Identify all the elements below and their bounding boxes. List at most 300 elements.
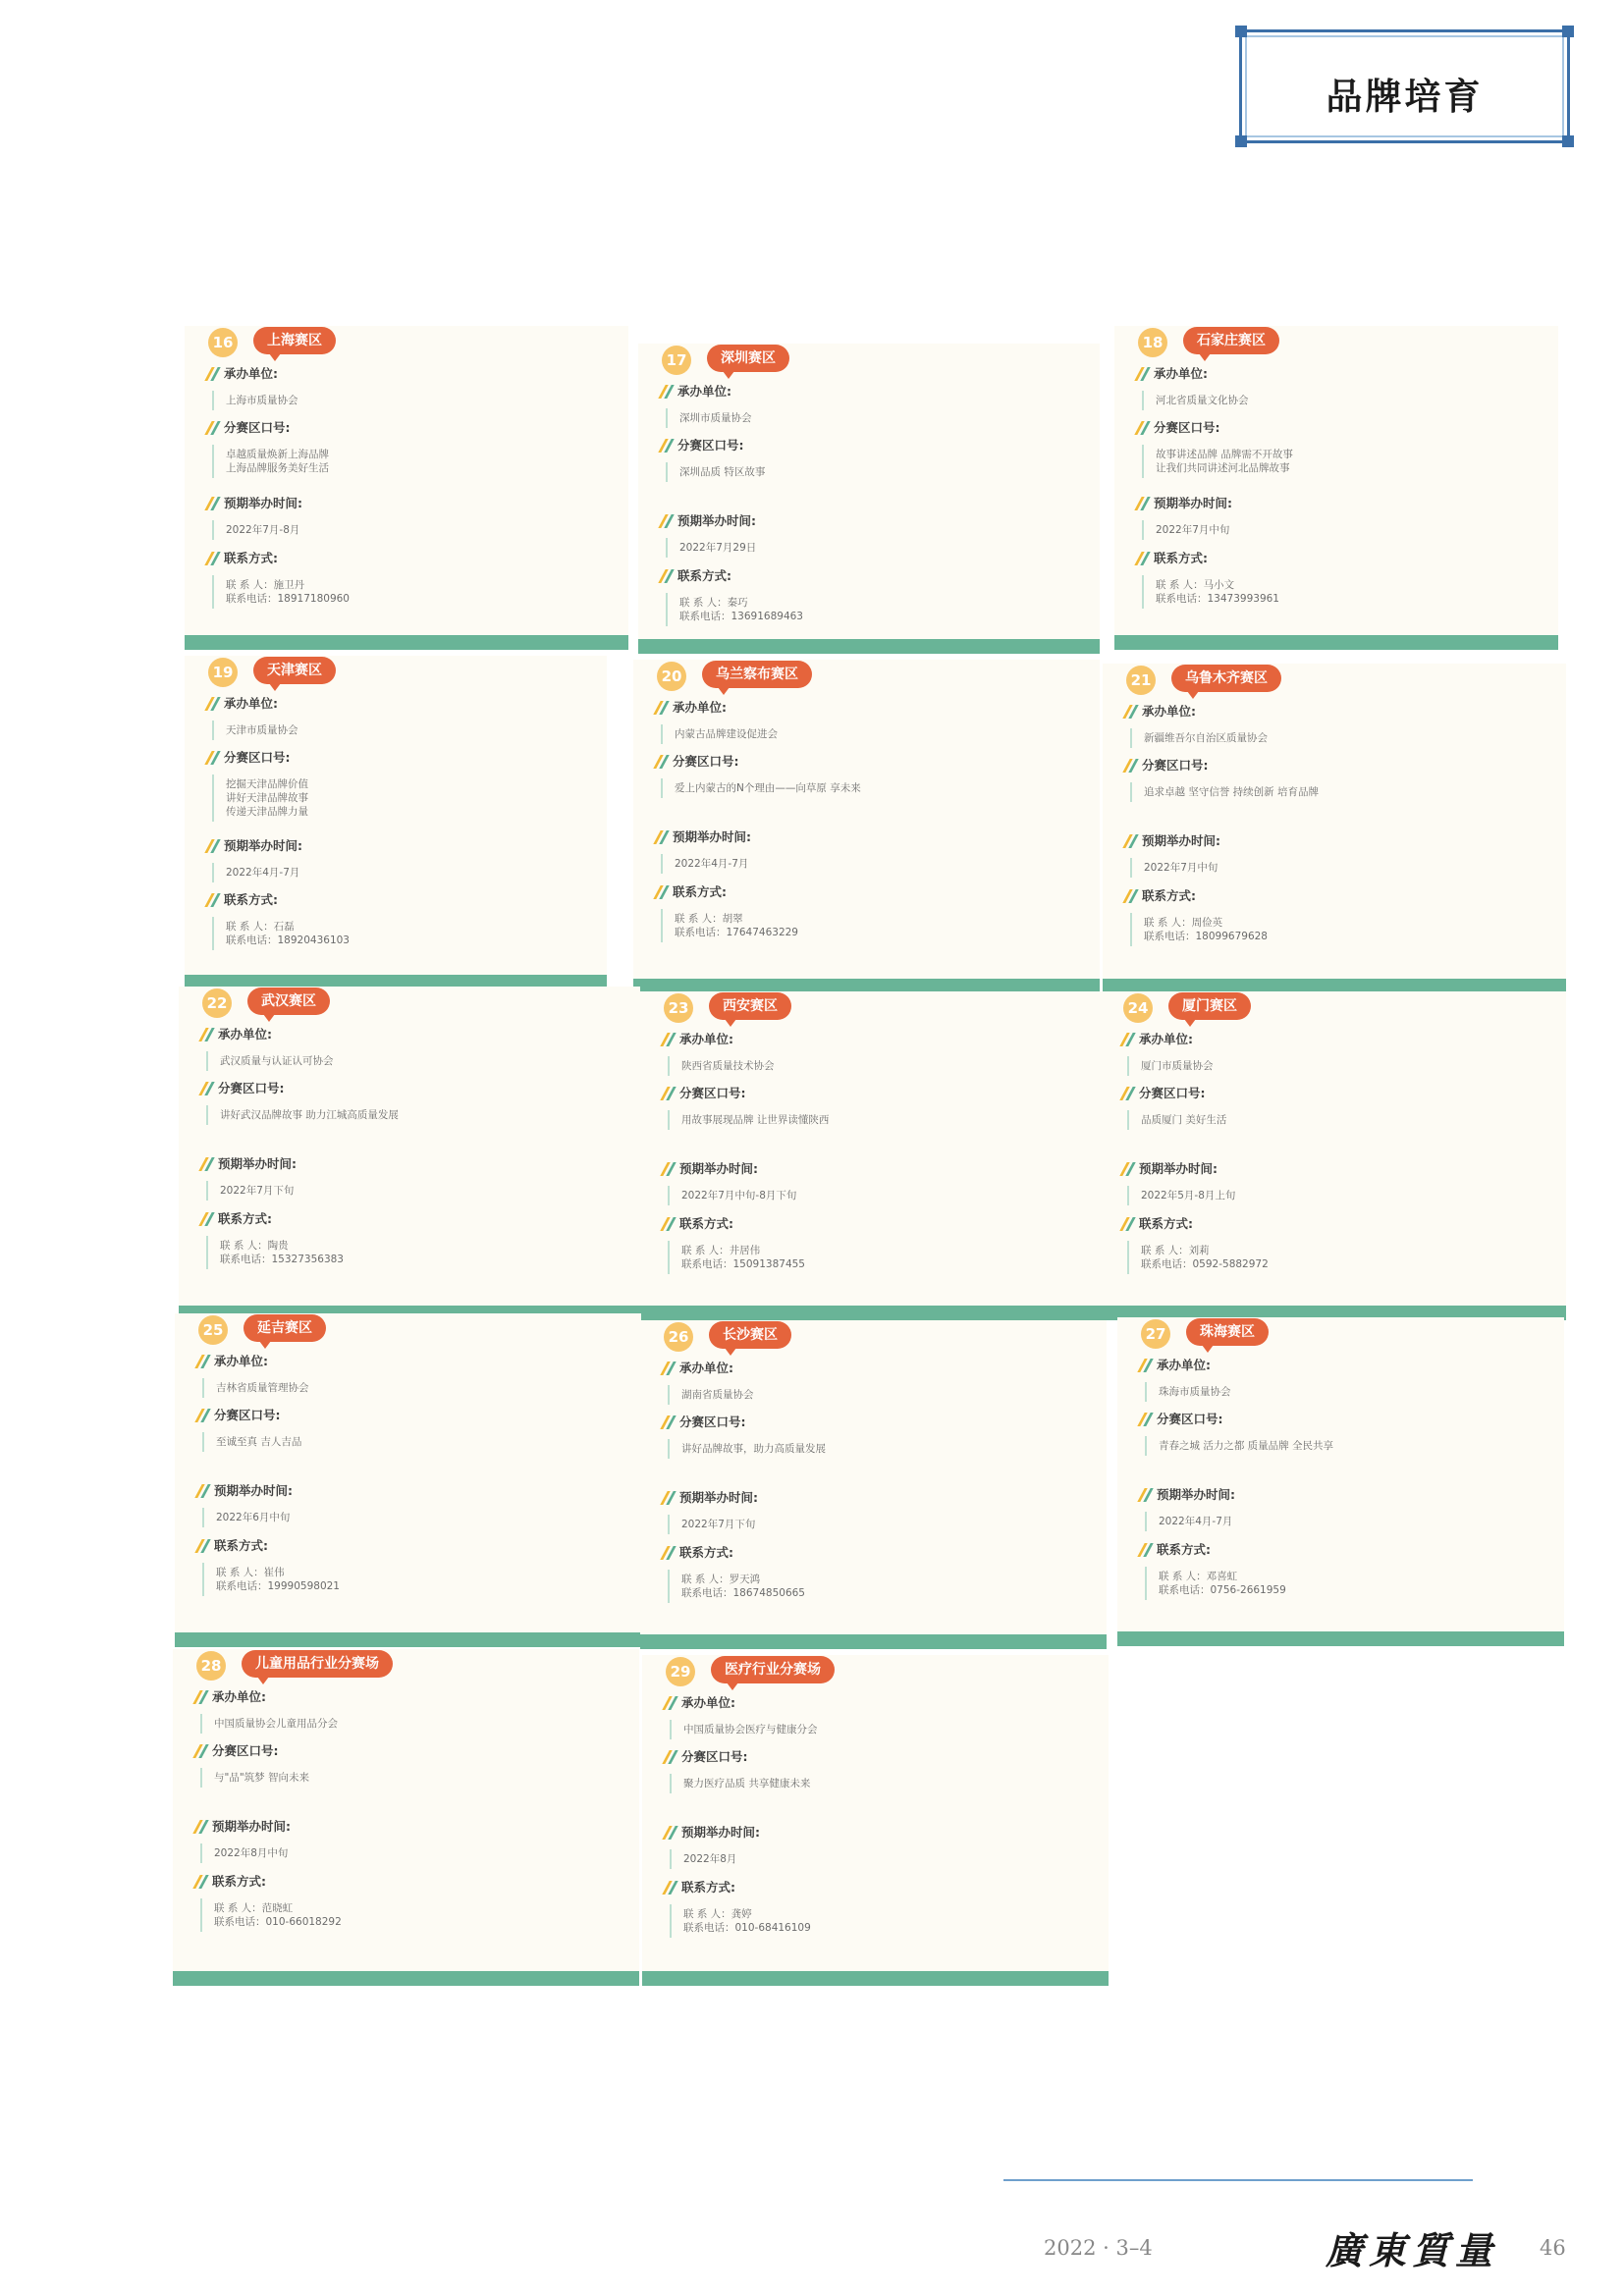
section-value: 2022年7月下旬	[206, 1181, 621, 1201]
section-value: 河北省质量文化协会	[1142, 391, 1539, 410]
info-section-time	[1119, 1160, 1546, 1205]
info-section-time	[1122, 832, 1546, 878]
card-number-badge: 18	[1138, 328, 1167, 357]
info-section-org	[204, 365, 609, 410]
section-label	[662, 1694, 1089, 1712]
info-section-time	[192, 1818, 620, 1863]
section-value: 联 系 人：施卫丹 联系电话：18917180960	[212, 575, 609, 609]
section-label-text: 预期举办时间:	[677, 513, 756, 528]
section-label	[658, 567, 1080, 585]
info-section-contact	[204, 550, 609, 609]
info-section-slogan	[1137, 1411, 1544, 1456]
section-label-text: 预期举办时间:	[212, 1819, 291, 1834]
section-label-text: 预期举办时间:	[1154, 496, 1232, 510]
section-value: 2022年4月-7月	[1145, 1512, 1544, 1531]
section-value: 联 系 人：范晓虹 联系电话：010-66018292	[200, 1898, 620, 1932]
slash-icon	[204, 421, 220, 435]
section-label-text: 联系方式:	[212, 1874, 266, 1889]
card-number-badge: 28	[196, 1651, 226, 1681]
slash-icon	[653, 830, 669, 844]
section-value: 2022年7月-8月	[212, 520, 609, 540]
info-section-slogan	[658, 437, 1080, 482]
section-label-text: 预期举办时间:	[673, 829, 751, 844]
section-label	[1137, 1486, 1544, 1504]
section-value: 中国质量协会儿童用品分会	[200, 1714, 620, 1734]
section-value: 品质厦门 美好生活	[1127, 1110, 1546, 1130]
section-label	[1134, 550, 1539, 567]
info-section-slogan	[1134, 419, 1539, 478]
division-card	[633, 660, 1100, 993]
card-bottom-bar	[175, 1632, 641, 1647]
slash-icon	[660, 1362, 676, 1375]
slash-icon	[204, 893, 220, 907]
section-label-text: 分赛区口号:	[224, 750, 291, 765]
section-label	[653, 753, 1080, 771]
section-label-text: 预期举办时间:	[681, 1825, 760, 1840]
info-section-org	[660, 1031, 1082, 1076]
info-section-slogan	[660, 1085, 1082, 1130]
section-label-text: 分赛区口号:	[673, 754, 739, 769]
slash-icon	[653, 701, 669, 715]
section-label-text: 联系方式:	[1154, 551, 1208, 565]
slash-icon	[660, 1033, 676, 1046]
section-label	[658, 383, 1080, 400]
info-section-org	[1137, 1357, 1544, 1402]
card-number-badge: 22	[202, 988, 232, 1018]
info-section-time	[660, 1489, 1087, 1534]
info-section-time	[660, 1160, 1082, 1205]
division-name-tag: 深圳赛区	[707, 345, 789, 372]
section-label	[194, 1407, 622, 1424]
card-number-badge: 23	[664, 993, 693, 1023]
section-value: 用故事展现品牌 让世界读懂陕西	[668, 1110, 1082, 1130]
section-value: 天津市质量协会	[212, 721, 587, 740]
card-number-badge: 24	[1123, 993, 1153, 1023]
info-section-contact	[204, 891, 587, 950]
division-name-tag: 珠海赛区	[1186, 1318, 1269, 1346]
info-section-contact	[660, 1544, 1087, 1603]
section-label	[662, 1824, 1089, 1842]
card-bottom-bar	[640, 1306, 1102, 1320]
info-section-contact	[653, 883, 1080, 942]
section-label	[1122, 757, 1546, 774]
slash-icon	[204, 552, 220, 565]
section-label-text: 承办单位:	[1154, 366, 1208, 381]
section-label-text: 联系方式:	[218, 1211, 272, 1226]
section-label	[1137, 1411, 1544, 1428]
division-card	[640, 991, 1102, 1320]
section-value: 至诚至真 吉人吉品	[202, 1432, 622, 1452]
section-label	[660, 1215, 1082, 1233]
slash-icon	[658, 439, 674, 453]
section-label-text: 预期举办时间:	[214, 1483, 293, 1498]
slash-icon	[192, 1744, 208, 1758]
info-section-contact	[662, 1879, 1089, 1938]
section-value: 讲好品牌故事，助力高质量发展	[668, 1439, 1087, 1459]
section-label	[1137, 1357, 1544, 1374]
section-label	[660, 1489, 1087, 1507]
section-value: 2022年8月	[670, 1849, 1089, 1869]
section-label-text: 联系方式:	[1139, 1216, 1193, 1231]
section-label	[660, 1544, 1087, 1562]
info-section-contact	[192, 1873, 620, 1932]
section-value: 联 系 人：龚婷 联系电话：010-68416109	[670, 1904, 1089, 1938]
section-label	[660, 1414, 1087, 1431]
info-section-slogan	[204, 749, 587, 822]
info-section-org	[653, 699, 1080, 744]
section-value: 联 系 人：崔伟 联系电话：19990598021	[202, 1563, 622, 1596]
division-card	[175, 1313, 641, 1647]
card-number-badge: 29	[666, 1657, 695, 1686]
slash-icon	[1134, 367, 1150, 381]
section-value: 内蒙古品牌建设促进会	[661, 724, 1080, 744]
card-bottom-bar	[173, 1971, 639, 1986]
section-label-text: 分赛区口号:	[679, 1086, 746, 1100]
section-label-text: 联系方式:	[224, 892, 278, 907]
slash-icon	[662, 1881, 677, 1895]
info-section-time	[658, 512, 1080, 558]
section-label	[662, 1748, 1089, 1766]
section-label	[198, 1080, 621, 1097]
section-value: 武汉质量与认证认可协会	[206, 1051, 621, 1071]
division-name-tag: 儿童用品行业分赛场	[242, 1650, 393, 1678]
badge-corner	[1562, 135, 1574, 147]
slash-icon	[204, 497, 220, 510]
section-label-text: 联系方式:	[214, 1538, 268, 1553]
section-value: 联 系 人：刘莉 联系电话：0592-5882972	[1127, 1241, 1546, 1274]
section-value: 上海市质量协会	[212, 391, 609, 410]
info-section-slogan	[1122, 757, 1546, 802]
section-label-text: 承办单位:	[214, 1354, 268, 1368]
section-label-text: 预期举办时间:	[679, 1490, 758, 1505]
section-label-text: 分赛区口号:	[1139, 1086, 1206, 1100]
section-label-text: 联系方式:	[224, 551, 278, 565]
slash-icon	[1119, 1162, 1135, 1176]
slash-icon	[660, 1546, 676, 1560]
section-value: 中国质量协会医疗与健康分会	[670, 1720, 1089, 1739]
division-name-tag: 上海赛区	[253, 327, 336, 354]
card-number-badge: 19	[208, 658, 238, 687]
section-label	[1137, 1541, 1544, 1559]
section-value: 湖南省质量协会	[668, 1385, 1087, 1405]
section-label	[653, 883, 1080, 901]
section-label-text: 承办单位:	[673, 700, 727, 715]
slash-icon	[1134, 421, 1150, 435]
division-card	[640, 1320, 1107, 1649]
division-card	[179, 987, 640, 1320]
section-value: 2022年7月中旬-8月下旬	[668, 1186, 1082, 1205]
section-label-text: 联系方式:	[1157, 1542, 1211, 1557]
slash-icon	[198, 1082, 214, 1095]
section-label	[662, 1879, 1089, 1896]
section-label	[192, 1873, 620, 1891]
info-section-contact	[198, 1210, 621, 1269]
slash-icon	[194, 1409, 210, 1422]
section-label-text: 分赛区口号:	[218, 1081, 285, 1095]
slash-icon	[662, 1826, 677, 1840]
info-section-time	[653, 828, 1080, 874]
section-label-text: 预期举办时间:	[1157, 1487, 1235, 1502]
section-label	[660, 1160, 1082, 1178]
section-label-text: 联系方式:	[1142, 888, 1196, 903]
section-label	[1122, 703, 1546, 721]
section-label	[204, 837, 587, 855]
slash-icon	[1137, 1543, 1153, 1557]
section-label	[660, 1360, 1087, 1377]
section-value: 珠海市质量协会	[1145, 1382, 1544, 1402]
slash-icon	[194, 1539, 210, 1553]
section-label	[192, 1688, 620, 1706]
info-section-contact	[1119, 1215, 1546, 1274]
section-label	[1122, 887, 1546, 905]
info-section-time	[204, 495, 609, 540]
division-card	[642, 1655, 1109, 1986]
section-value: 联 系 人：石磊 联系电话：18920436103	[212, 917, 587, 950]
section-label-text: 分赛区口号:	[214, 1408, 281, 1422]
card-bottom-bar	[638, 639, 1100, 654]
division-card	[1117, 1317, 1564, 1646]
slash-icon	[204, 367, 220, 381]
section-label-text: 预期举办时间:	[1142, 833, 1220, 848]
slash-icon	[658, 569, 674, 583]
section-label-text: 分赛区口号:	[1157, 1412, 1223, 1426]
info-section-slogan	[192, 1742, 620, 1788]
section-value: 厦门市质量协会	[1127, 1056, 1546, 1076]
section-value: 陕西省质量技术协会	[668, 1056, 1082, 1076]
section-label	[658, 512, 1080, 530]
slash-icon	[1134, 552, 1150, 565]
info-section-slogan	[194, 1407, 622, 1452]
section-value: 2022年6月中旬	[202, 1508, 622, 1527]
badge-corner	[1562, 26, 1574, 37]
section-label	[1119, 1160, 1546, 1178]
slash-icon	[204, 697, 220, 711]
section-value: 深圳品质 特区故事	[666, 462, 1080, 482]
info-section-slogan	[1119, 1085, 1546, 1130]
section-value: 2022年5月-8月上旬	[1127, 1186, 1546, 1205]
info-section-time	[204, 837, 587, 882]
section-label	[194, 1353, 622, 1370]
slash-icon	[1122, 759, 1138, 773]
section-label	[192, 1742, 620, 1760]
section-value: 联 系 人：马小文 联系电话：13473993961	[1142, 575, 1539, 609]
section-label-text: 分赛区口号:	[1154, 420, 1220, 435]
slash-icon	[653, 755, 669, 769]
section-label	[1134, 365, 1539, 383]
section-value: 2022年8月中旬	[200, 1843, 620, 1863]
section-label-text: 承办单位:	[1139, 1032, 1193, 1046]
section-value: 2022年4月-7月	[212, 863, 587, 882]
section-label-text: 预期举办时间:	[224, 496, 302, 510]
slash-icon	[658, 385, 674, 399]
info-section-org	[658, 383, 1080, 428]
section-label	[204, 891, 587, 909]
issue-number: 2022 · 3–4	[1044, 2236, 1153, 2260]
section-value: 青春之城 活力之都 质量品牌 全民共享	[1145, 1436, 1544, 1456]
slash-icon	[1137, 1413, 1153, 1426]
section-label	[198, 1210, 621, 1228]
section-value: 联 系 人：罗天鸿 联系电话：18674850665	[668, 1570, 1087, 1603]
section-label	[194, 1537, 622, 1555]
badge-corner	[1235, 135, 1247, 147]
section-label	[194, 1482, 622, 1500]
slash-icon	[1137, 1359, 1153, 1372]
info-section-org	[1134, 365, 1539, 410]
slash-icon	[204, 839, 220, 853]
slash-icon	[1119, 1217, 1135, 1231]
section-label	[198, 1026, 621, 1043]
division-name-tag: 医疗行业分赛场	[711, 1656, 835, 1683]
section-value: 新疆维吾尔自治区质量协会	[1130, 728, 1546, 748]
slash-icon	[192, 1690, 208, 1704]
slash-icon	[662, 1750, 677, 1764]
section-label-text: 分赛区口号:	[681, 1749, 748, 1764]
slash-icon	[1122, 834, 1138, 848]
division-card	[185, 326, 628, 650]
section-label-text: 承办单位:	[212, 1689, 266, 1704]
section-value: 联 系 人：周俭英 联系电话：18099679628	[1130, 913, 1546, 946]
card-bottom-bar	[185, 635, 628, 650]
section-label-text: 承办单位:	[224, 696, 278, 711]
section-label	[204, 419, 609, 437]
division-name-tag: 天津赛区	[253, 657, 336, 684]
division-card	[1114, 326, 1558, 650]
slash-icon	[198, 1028, 214, 1041]
division-name-tag: 乌兰察布赛区	[702, 661, 812, 688]
division-name-tag: 长沙赛区	[709, 1321, 791, 1349]
section-label-text: 联系方式:	[679, 1216, 733, 1231]
info-section-org	[1122, 703, 1546, 748]
slash-icon	[1122, 705, 1138, 719]
info-section-contact	[658, 567, 1080, 626]
division-name-tag: 石家庄赛区	[1183, 327, 1279, 354]
info-section-slogan	[204, 419, 609, 478]
section-header-badge	[1239, 29, 1570, 143]
section-label	[1122, 832, 1546, 850]
slash-icon	[1119, 1033, 1135, 1046]
section-label-text: 承办单位:	[1142, 704, 1196, 719]
section-label-text: 分赛区口号:	[224, 420, 291, 435]
slash-icon	[1137, 1488, 1153, 1502]
section-label-text: 联系方式:	[679, 1545, 733, 1560]
division-name-tag: 延吉赛区	[244, 1314, 326, 1342]
section-label-text: 联系方式:	[677, 568, 731, 583]
footer-rule	[1003, 2179, 1473, 2181]
info-section-time	[1137, 1486, 1544, 1531]
slash-icon	[192, 1875, 208, 1889]
slash-icon	[198, 1212, 214, 1226]
section-value: 爱上内蒙古的N个理由——向草原 享未来	[661, 778, 1080, 798]
section-value: 追求卓越 坚守信誉 持续创新 培育品牌	[1130, 782, 1546, 802]
division-card	[1103, 664, 1566, 993]
section-label-text: 承办单位:	[1157, 1358, 1211, 1372]
division-name-tag: 西安赛区	[709, 992, 791, 1020]
section-label-text: 承办单位:	[679, 1361, 733, 1375]
section-value: 联 系 人：井居伟 联系电话：15091387455	[668, 1241, 1082, 1274]
section-label	[1119, 1215, 1546, 1233]
card-number-badge: 20	[657, 662, 686, 691]
slash-icon	[653, 885, 669, 899]
section-label	[198, 1155, 621, 1173]
card-number-badge: 17	[662, 346, 691, 375]
division-card	[185, 656, 607, 989]
section-label-text: 分赛区口号:	[679, 1415, 746, 1429]
section-label	[192, 1818, 620, 1836]
section-value: 2022年7月下旬	[668, 1515, 1087, 1534]
section-value: 2022年4月-7月	[661, 854, 1080, 874]
section-label-text: 承办单位:	[681, 1695, 735, 1710]
slash-icon	[658, 514, 674, 528]
section-label	[660, 1085, 1082, 1102]
info-section-time	[1134, 495, 1539, 540]
card-number-badge: 16	[208, 328, 238, 357]
slash-icon	[660, 1217, 676, 1231]
info-section-org	[662, 1694, 1089, 1739]
slash-icon	[1119, 1087, 1135, 1100]
info-section-slogan	[653, 753, 1080, 798]
slash-icon	[192, 1820, 208, 1834]
slash-icon	[198, 1157, 214, 1171]
section-label-text: 预期举办时间:	[224, 838, 302, 853]
info-section-contact	[1134, 550, 1539, 609]
slash-icon	[662, 1696, 677, 1710]
section-value: 2022年7月29日	[666, 538, 1080, 558]
section-value: 联 系 人：秦巧 联系电话：13691689463	[666, 593, 1080, 626]
slash-icon	[660, 1415, 676, 1429]
division-name-tag: 乌鲁木齐赛区	[1171, 665, 1281, 692]
info-section-org	[194, 1353, 622, 1398]
division-name-tag: 厦门赛区	[1168, 992, 1251, 1020]
section-label-text: 预期举办时间:	[1139, 1161, 1218, 1176]
info-section-contact	[1122, 887, 1546, 946]
section-label	[204, 695, 587, 713]
section-value: 卓越质量焕新上海品牌 上海品牌服务美好生活	[212, 445, 609, 478]
section-value: 吉林省质量管理协会	[202, 1378, 622, 1398]
card-number-badge: 26	[664, 1322, 693, 1352]
info-section-org	[204, 695, 587, 740]
card-bottom-bar	[1114, 635, 1558, 650]
section-label	[204, 365, 609, 383]
info-section-slogan	[660, 1414, 1087, 1459]
slash-icon	[194, 1484, 210, 1498]
info-section-org	[198, 1026, 621, 1071]
division-card	[1100, 991, 1566, 1320]
slash-icon	[1122, 889, 1138, 903]
section-label	[204, 495, 609, 512]
badge-corner	[1235, 26, 1247, 37]
section-label	[653, 828, 1080, 846]
section-value: 联 系 人：陶贵 联系电话：15327356383	[206, 1236, 621, 1269]
section-label	[1134, 419, 1539, 437]
info-section-slogan	[662, 1748, 1089, 1793]
section-label-text: 承办单位:	[224, 366, 278, 381]
section-label	[658, 437, 1080, 454]
section-value: 2022年7月中旬	[1142, 520, 1539, 540]
division-card	[173, 1649, 639, 1986]
section-label-text: 联系方式:	[673, 884, 727, 899]
info-section-contact	[660, 1215, 1082, 1274]
card-bottom-bar	[1117, 1631, 1564, 1646]
section-label-text: 预期举办时间:	[218, 1156, 297, 1171]
section-label	[660, 1031, 1082, 1048]
section-label	[1119, 1085, 1546, 1102]
section-label-text: 承办单位:	[679, 1032, 733, 1046]
section-value: 与"品"筑梦 智向未来	[200, 1768, 620, 1788]
magazine-name: 廣東質量	[1326, 2228, 1499, 2272]
info-section-contact	[1137, 1541, 1544, 1600]
slash-icon	[204, 751, 220, 765]
division-name-tag: 武汉赛区	[247, 988, 330, 1015]
